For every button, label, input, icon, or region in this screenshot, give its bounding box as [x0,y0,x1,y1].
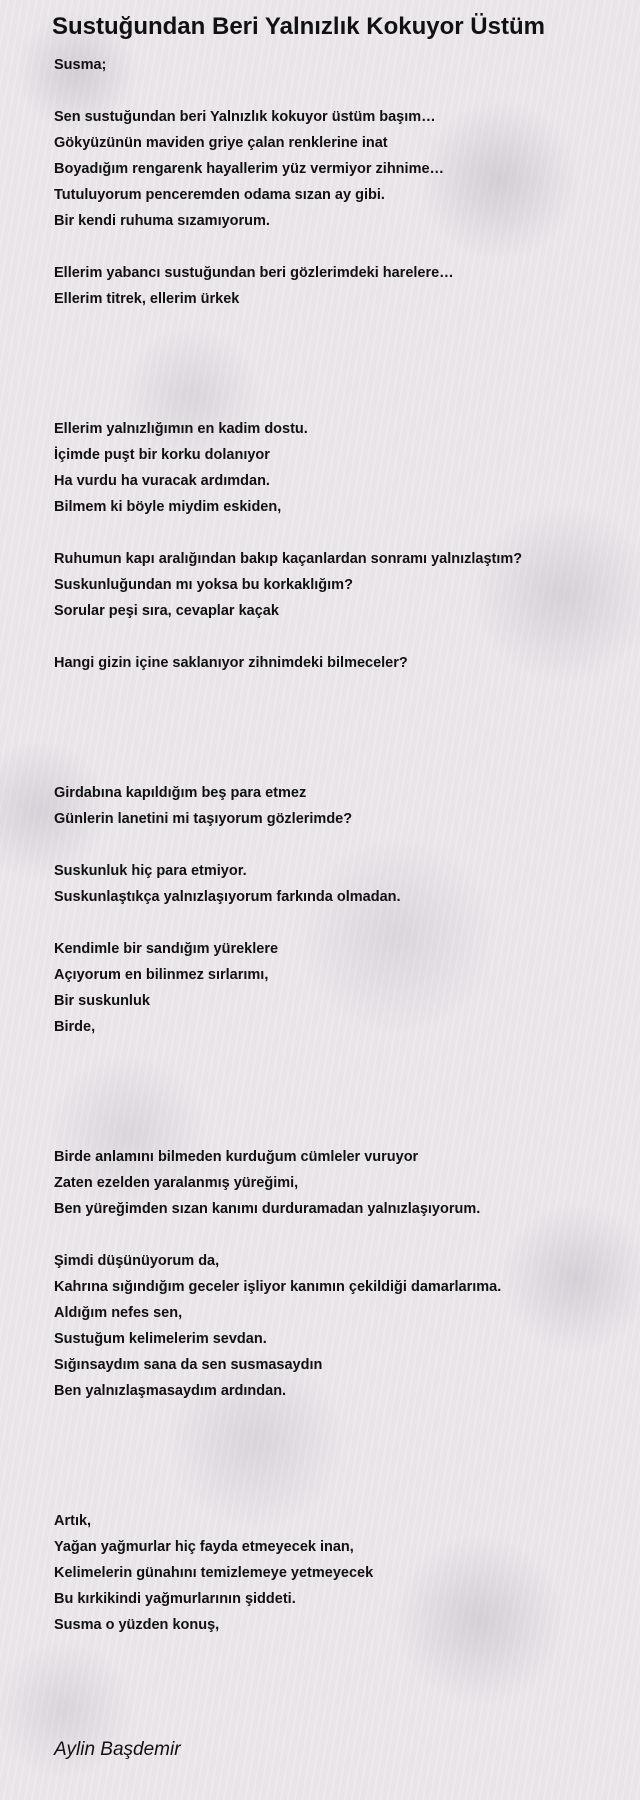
poem-line: Gökyüzünün maviden griye çalan renklerine inat [54,135,388,151]
poem-line: Açıyorum en bilinmez sırlarımı, [54,967,269,983]
poem-line: Ellerim yalnızlığımın en kadim dostu. [54,421,308,437]
poem-line: Ellerim titrek, ellerim ürkek [54,291,240,307]
stanza [54,546,634,624]
stanza [54,936,634,1040]
poem-line: Bir suskunluk [54,993,150,1009]
poem-line: Susma o yüzden konuş, [54,1617,220,1633]
poem-line: Şimdi düşünüyorum da, [54,1253,220,1269]
poem-line: Bilmem ki böyle miydim eskiden, [54,499,282,515]
poem-line: Suskunluk hiç para etmiyor. [54,863,247,879]
poem-line: Zaten ezelden yaralanmış yüreğimi, [54,1175,299,1191]
poem-line: Aldığım nefes sen, [54,1305,183,1321]
poem-line: Sen sustuğundan beri Yalnızlık kokuyor üstüm başım… [54,109,436,125]
poem-line: Suskunluğundan mı yoksa bu korkaklığım? [54,577,353,593]
author-name: Aylin Başdemir [54,1739,181,1760]
stanza [54,780,634,832]
poem-line: Bir kendi ruhuma sızamıyorum. [54,213,270,229]
stanza [54,104,634,234]
poem-line: Birde, [54,1019,96,1035]
stanza [54,1508,634,1638]
poem-line: Susma; [54,57,107,73]
poem-line: Girdabına kapıldığım beş para etmez [54,785,307,801]
stanza [54,1144,634,1222]
poem-line: Kahrına sığındığım geceler işliyor kanımın çekildiği damarlarıma. [54,1279,502,1295]
poem-line: Hangi gizin içine saklanıyor zihnimdeki bilmeceler? [54,655,408,671]
poem-line: Yağan yağmurlar hiç fayda etmeyecek inan, [54,1539,354,1555]
poem-line: İçimde puşt bir korku dolanıyor [54,447,270,463]
stanza [54,1248,634,1404]
poem-line: Sorular peşi sıra, cevaplar kaçak [54,603,279,619]
poem-line: Kendimle bir sandığım yüreklere [54,941,279,957]
stanza [54,650,634,676]
stanza [54,260,634,312]
poem-line: Ellerim yabancı sustuğundan beri gözlerimdeki harelere… [54,265,454,281]
poem-line: Suskunlaştıkça yalnızlaşıyorum farkında olmadan. [54,889,401,905]
stanza [54,52,634,78]
poem-line: Ben yalnızlaşmasaydım ardından. [54,1383,287,1399]
poem-line: Kelimelerin günahını temizlemeye yetmeyecek [54,1565,374,1581]
poem-line: Artık, [54,1513,92,1529]
poem-line: Ruhumun kapı aralığından bakıp kaçanlardan sonramı yalnızlaştım? [54,551,523,567]
poem-line: Birde anlamını bilmeden kurduğum cümleler vuruyor [54,1149,419,1165]
poem-line: Sığınsaydım sana da sen susmasaydın [54,1357,323,1373]
poem-line: Bu kırkikindi yağmurlarının şiddeti. [54,1591,296,1607]
stanza [54,416,634,520]
poem-line: Sustuğum kelimelerim sevdan. [54,1331,267,1347]
poem-line: Günlerin lanetini mi taşıyorum gözlerimde? [54,811,353,827]
poem-title: Sustuğundan Beri Yalnızlık Kokuyor Üstüm [52,13,545,40]
poem-line: Tutuluyorum penceremden odama sızan ay gibi. [54,187,385,203]
poem-line: Ben yüreğimden sızan kanımı durduramadan yalnızlaşıyorum. [54,1201,481,1217]
poem-body [54,52,634,1664]
poem-line: Boyadığım rengarenk hayallerim yüz vermiyor zihnime… [54,161,445,177]
stanza [54,858,634,910]
poem-line: Ha vurdu ha vuracak ardımdan. [54,473,270,489]
